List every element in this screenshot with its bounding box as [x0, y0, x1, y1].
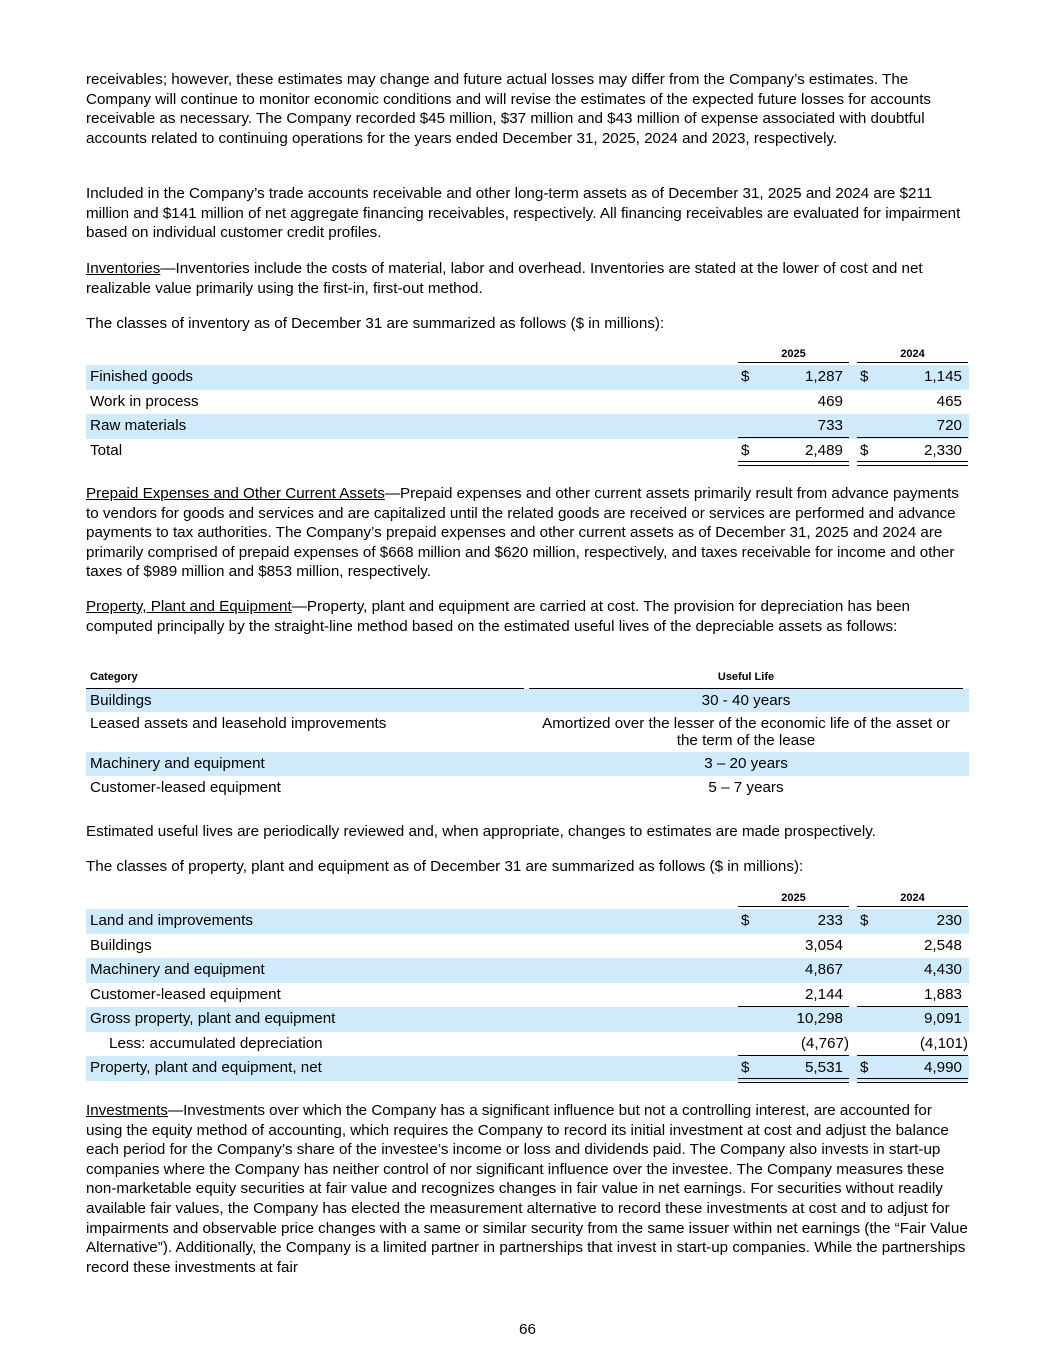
value-2025: 1,287 — [804, 368, 843, 385]
value-2025: (4,767) — [800, 1034, 849, 1052]
currency-symbol: $ — [860, 441, 869, 459]
useful-life-column-header: Useful Life — [717, 671, 775, 683]
value-2024: 1,145 — [923, 368, 962, 385]
table-row — [86, 712, 969, 752]
row-label: Total — [90, 441, 123, 459]
row-label: Work in process — [90, 392, 199, 410]
value-2024: 2,548 — [923, 936, 962, 954]
row-label: Property, plant and equipment, net — [90, 1059, 322, 1076]
useful-life-cell: 3 – 20 years — [704, 755, 788, 772]
investments-paragraph — [86, 1101, 969, 1277]
total-double-rule — [738, 461, 849, 466]
value-2025: 233 — [817, 912, 843, 929]
category-cell: Buildings — [90, 692, 152, 709]
value-2024: 230 — [936, 912, 962, 929]
table-row — [86, 983, 969, 1008]
value-2025: 5,531 — [804, 1059, 843, 1076]
value-2024: 465 — [936, 392, 962, 410]
total-double-rule — [857, 1078, 968, 1083]
useful-life-review-note: Estimated useful lives are periodically reviewed and, when appropriate, changes to estimates are made prospectively. — [86, 823, 876, 840]
currency-symbol: $ — [741, 368, 750, 385]
table-row — [86, 689, 969, 712]
useful-life-cell: Amortized over the lesser of the economic life of the asset or the term of the lease — [542, 715, 950, 749]
table-row — [86, 909, 969, 934]
ppe-table-intro: The classes of property, plant and equipment as of December 31 are summarized as follows ($ in millions): — [86, 858, 804, 875]
prepaid-text: —Prepaid expenses and other current assets primarily result from advance payments to vendors for goods and services and are capitalized until the related goods are received or services are performed and advance payments to tax authorities. The Company’s prepaid expenses and other current assets as of December 31, 2025 and 2024 are primarily comprised of prepaid expenses of $668 million and $620 million, respectively, and taxes receivable for income and other taxes of $989 million and $853 million, respectively. — [86, 485, 959, 581]
row-label: Raw materials — [90, 417, 187, 434]
ppe-paragraph — [86, 597, 969, 636]
category-cell: Machinery and equipment — [90, 755, 265, 772]
investments-heading: Investments — [86, 1102, 168, 1119]
inventories-paragraph — [86, 259, 969, 298]
useful-life-cell: 5 – 7 years — [708, 779, 784, 796]
prepaid-heading: Prepaid Expenses and Other Current Assets — [86, 485, 385, 502]
category-cell: Customer-leased equipment — [90, 779, 281, 796]
table-row — [86, 934, 969, 959]
currency-symbol: $ — [741, 441, 750, 459]
table-row — [86, 1056, 969, 1081]
useful-life-cell: 30 - 40 years — [701, 692, 791, 709]
ppe-year-2025: 2025 — [738, 892, 849, 907]
value-2025: 10,298 — [796, 1010, 843, 1027]
value-2025: 4,867 — [804, 961, 843, 978]
currency-symbol: $ — [860, 912, 869, 929]
total-double-rule — [738, 1078, 849, 1083]
page-number: 66 — [519, 1321, 536, 1338]
value-2024: 2,330 — [923, 441, 962, 459]
financing-receivables-paragraph: Included in the Company’s trade accounts receivable and other long-term assets as of December 31, 2025 and 2024 are $211 million and $141 million of net aggregate financing receivables, respectively. All financing receivables are evaluated for impairment based on individual customer credit profiles. — [86, 185, 961, 242]
row-label: Less: accumulated depreciation — [109, 1034, 323, 1052]
row-label: Gross property, plant and equipment — [90, 1010, 336, 1027]
table-row — [86, 439, 969, 464]
inventory-year-2024: 2024 — [857, 348, 968, 363]
inventory-table-intro: The classes of inventory as of December 31 are summarized as follows ($ in millions): — [86, 315, 665, 332]
ppe-text: —Property, plant and equipment are carried at cost. The provision for depreciation has been computed principally by the straight-line method based on the estimated useful lives of the depreciable assets as follows: — [86, 598, 910, 635]
value-2024: 4,990 — [923, 1059, 962, 1076]
currency-symbol: $ — [860, 368, 869, 385]
row-label: Land and improvements — [90, 912, 253, 929]
row-label: Finished goods — [90, 368, 194, 385]
table-row — [86, 1032, 969, 1057]
inventories-text: —Inventories include the costs of material, labor and overhead. Inventories are stated at the lower of cost and net realizable value primarily using the first-in, first-out method. — [86, 260, 923, 297]
value-2024: 4,430 — [923, 961, 962, 978]
category-cell: Leased assets and leasehold improvements — [90, 715, 387, 732]
row-label: Customer-leased equipment — [90, 985, 281, 1003]
value-2024: 9,091 — [923, 1010, 962, 1027]
table-row — [86, 390, 969, 415]
prepaid-paragraph — [86, 484, 969, 582]
value-2024: 1,883 — [923, 985, 962, 1003]
table-row — [86, 365, 969, 390]
value-2025: 2,144 — [804, 985, 843, 1003]
value-2025: 733 — [817, 417, 843, 434]
ppe-table — [86, 887, 969, 1081]
table-row — [86, 958, 969, 983]
useful-life-table — [86, 666, 969, 800]
ppe-year-2024: 2024 — [857, 892, 968, 907]
value-2025: 2,489 — [804, 441, 843, 459]
receivables-paragraph: receivables; however, these estimates may change and future actual losses may differ from the Company’s estimates. The Company will continue to monitor economic conditions and will revise the estimates of the expected future losses for accounts receivable as necessary. The Company recorded $45 million, $37 million and $43 million of expense associated with doubtful accounts related to continuing operations for the years ended December 31, 2025, 2024 and 2023, respectively. — [86, 71, 932, 147]
table-row — [86, 752, 969, 776]
value-2024: (4,101) — [919, 1034, 968, 1052]
value-2025: 469 — [817, 392, 843, 410]
table-row — [86, 1007, 969, 1032]
currency-symbol: $ — [860, 1059, 869, 1076]
ppe-heading: Property, Plant and Equipment — [86, 598, 292, 615]
row-label: Buildings — [90, 936, 152, 954]
currency-symbol: $ — [741, 912, 750, 929]
currency-symbol: $ — [741, 1059, 750, 1076]
category-column-header: Category — [90, 671, 138, 683]
table-row — [86, 414, 969, 439]
value-2025: 3,054 — [804, 936, 843, 954]
inventories-heading: Inventories — [86, 260, 161, 277]
value-2024: 720 — [936, 417, 962, 434]
row-label: Machinery and equipment — [90, 961, 265, 978]
investments-text: —Investments over which the Company has a significant influence but not a controlling interest, are accounted for using the equity method of accounting, which requires the Company to record its initial investment at cost and adjust the balance each period for the Company’s share of the investee’s income or loss and dividends paid. The Company also invests in start-up companies where the Company has neither control of nor significant influence over the investee. The Company measures these non-marketable equity securities at fair value and recognizes changes in fair value in net earnings. For securities without readily available fair values, the Company has elected the measurement alternative to record these investments at cost and to adjust for impairments and observable price changes with a same or similar security from the same issuer within net earnings (the “Fair Value Alternative”). Additionally, the Company is a limited partner in partnerships that invest in start-up companies. While the partnerships record these investments at fair — [86, 1102, 968, 1276]
inventory-table — [86, 343, 969, 463]
table-row — [86, 776, 969, 800]
inventory-year-2025: 2025 — [738, 348, 849, 363]
total-double-rule — [857, 461, 968, 466]
